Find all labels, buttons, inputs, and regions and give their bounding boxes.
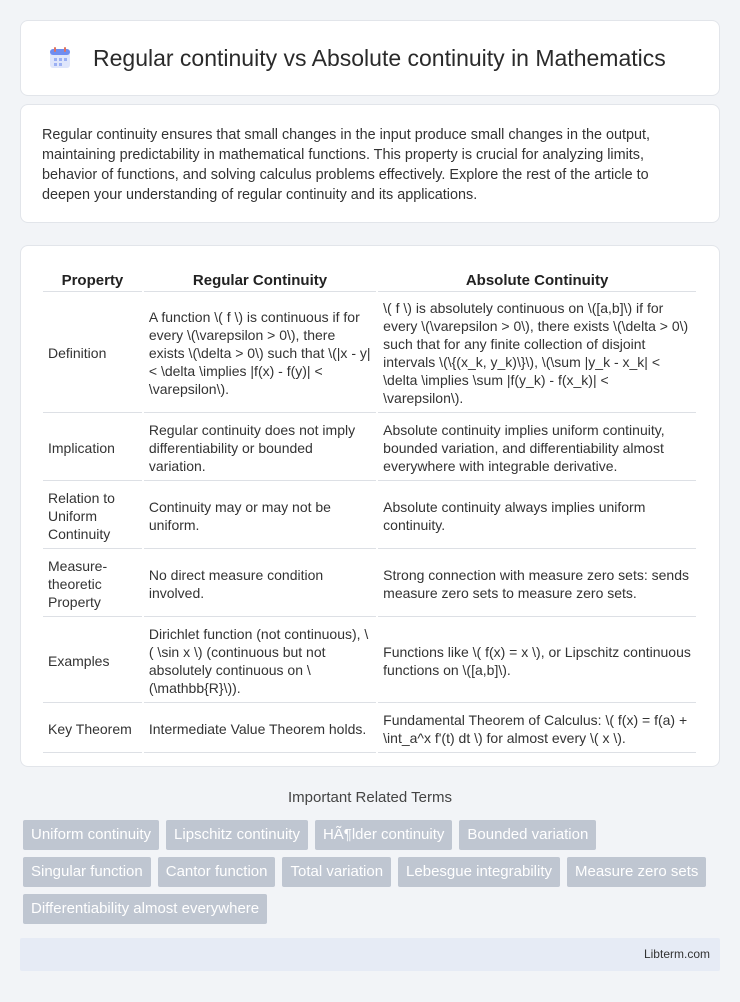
row-absolute: Fundamental Theorem of Calculus: \( f(x) = f(a) + \int_a^x f'(t) dt \) for almost every \( x \). [378, 705, 696, 753]
intro-card [20, 104, 720, 223]
row-regular: Intermediate Value Theorem holds. [144, 705, 376, 753]
related-tag[interactable]: Differentiability almost everywhere [23, 894, 267, 924]
row-property: Implication [43, 415, 142, 481]
row-absolute: Absolute continuity always implies uniform continuity. [378, 483, 696, 549]
row-property: Relation to Uniform Continuity [43, 483, 142, 549]
comparison-card [20, 245, 720, 767]
row-regular: No direct measure condition involved. [144, 551, 376, 617]
related-tag[interactable]: Cantor function [158, 857, 276, 887]
row-regular: Continuity may or may not be uniform. [144, 483, 376, 549]
footer-site-link[interactable]: Libterm.com [643, 947, 710, 961]
row-property: Key Theorem [43, 705, 142, 753]
table-row [43, 415, 696, 481]
related-tag[interactable]: Lebesgue integrability [398, 857, 560, 887]
header-property: Property [43, 268, 142, 292]
related-tag[interactable]: Bounded variation [459, 820, 596, 850]
row-absolute: Strong connection with measure zero sets: sends measure zero sets to measure zero sets. [378, 551, 696, 617]
related-tag[interactable]: Uniform continuity [23, 820, 159, 850]
row-property: Measure-theoretic Property [43, 551, 142, 617]
intro-text: Regular continuity ensures that small changes in the input produce small changes in the output, maintaining predictability in mathematical functions. This property is crucial for analyzing limits, behavior of functions, and solving calculus problems effectively. Explore the rest of the article to deepen your understanding of regular continuity and its applications. [42, 127, 650, 203]
related-terms-list [23, 820, 723, 924]
header-regular-continuity: Regular Continuity [144, 268, 376, 292]
related-tag[interactable]: Total variation [282, 857, 391, 887]
page-title: Regular continuity vs Absolute continuity in Mathematics [93, 44, 666, 71]
related-tag[interactable]: Singular function [23, 857, 151, 887]
table-header-row [43, 268, 696, 292]
row-property: Examples [43, 619, 142, 703]
comparison-table [41, 266, 698, 755]
row-regular: A function \( f \) is continuous if for every \(\varepsilon > 0\), there exists \(\delta > 0\) such that \(|x - y| < \delta \implies |f(x) - f(y)| < \varepsilon\). [144, 294, 376, 413]
table-row [43, 619, 696, 703]
header-absolute-continuity: Absolute Continuity [378, 268, 696, 292]
row-property: Definition [43, 294, 142, 413]
table-row [43, 551, 696, 617]
table-row [43, 294, 696, 413]
related-tag[interactable]: HÃ¶lder continuity [315, 820, 452, 850]
header-card [20, 20, 720, 96]
row-absolute: Functions like \( f(x) = x \), or Lipschitz continuous functions on \([a,b]\). [378, 619, 696, 703]
footer [20, 938, 720, 971]
row-regular: Dirichlet function (not continuous), \( \sin x \) (continuous but not absolutely continuous on \(\mathbb{R}\)). [144, 619, 376, 703]
row-absolute: Absolute continuity implies uniform continuity, bounded variation, and differentiability almost everywhere with integrable derivative. [378, 415, 696, 481]
related-tag[interactable]: Measure zero sets [567, 857, 706, 887]
table-row [43, 705, 696, 753]
row-regular: Regular continuity does not imply differentiability or bounded variation. [144, 415, 376, 481]
related-tag[interactable]: Lipschitz continuity [166, 820, 308, 850]
table-row [43, 483, 696, 549]
row-absolute: \( f \) is absolutely continuous on \([a,b]\) if for every \(\varepsilon > 0\), there exists \(\delta > 0\) such that for any finite collection of disjoint intervals \(\{(x_k, y_k)\}\), \(\sum |y_k - x_k| < \delta \implies \sum |f(y_k) - f(x_k)| < \varepsilon\). [378, 294, 696, 413]
related-terms-title: Important Related Terms [288, 789, 452, 806]
calendar-icon [47, 45, 73, 71]
